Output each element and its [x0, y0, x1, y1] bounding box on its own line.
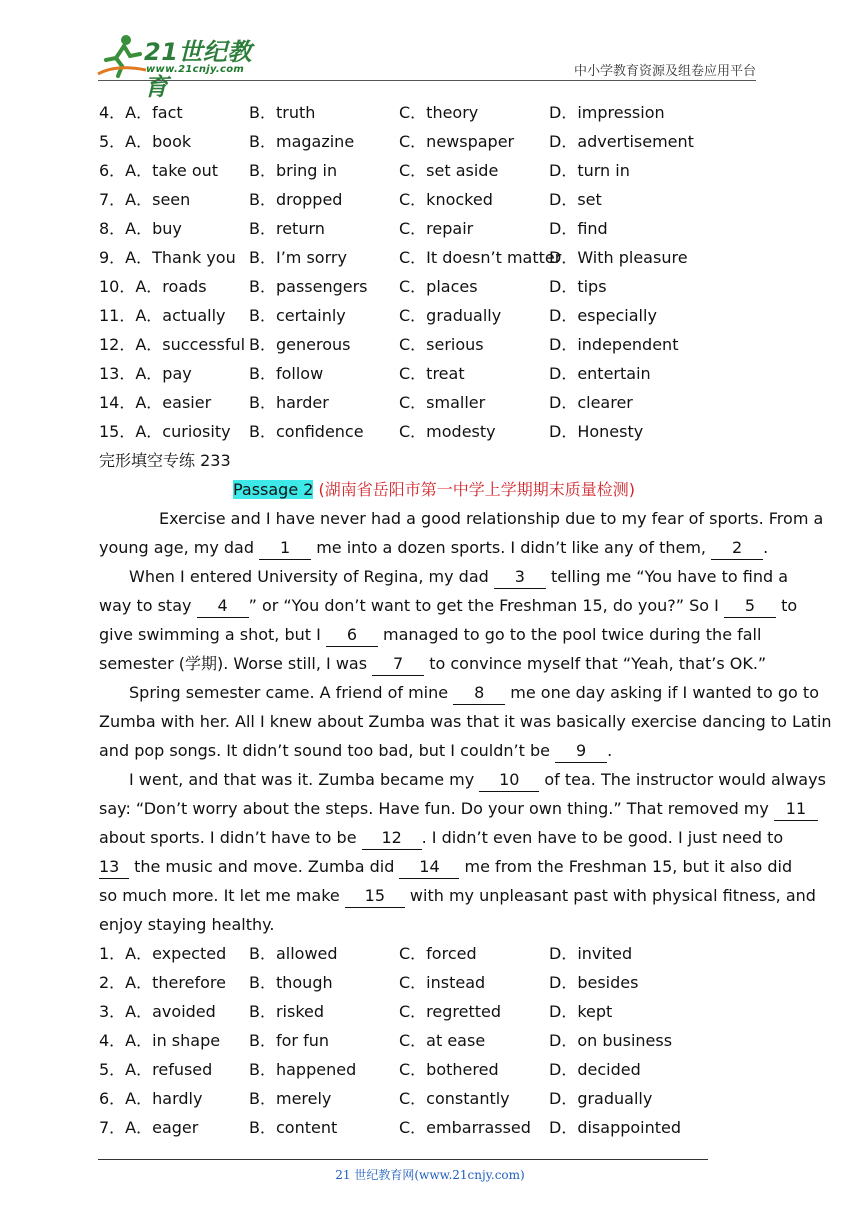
option-c: C．treat [399, 364, 465, 383]
option-row [99, 359, 769, 388]
option-c: C．set aside [399, 161, 499, 180]
option-d: D．gradually [549, 1089, 653, 1108]
passage-line [99, 823, 784, 852]
option-c: C．repair [399, 219, 474, 238]
option-b: B．I’m sorry [249, 248, 347, 267]
passage-text-run: When I entered University of Regina, my dad [129, 567, 494, 586]
passage-text-run: of tea. The instructor would always [539, 770, 826, 789]
brand-url: www.21cnjy.com [146, 64, 245, 75]
passage-text-run: . I didn’t even have to be good. I just need to [421, 828, 784, 847]
passage-text [99, 504, 832, 939]
page-header [0, 0, 860, 101]
logo [96, 30, 266, 101]
option-d: D．kept [549, 1002, 613, 1021]
passage-text-run: . [763, 538, 769, 557]
passage-line [99, 562, 789, 591]
passage-text-run: ” or “You don’t want to get the Freshman 15, do you?” So I [248, 596, 724, 615]
blank-number: 8 [453, 682, 505, 705]
option-c: C．embarrassed [399, 1118, 531, 1137]
blank-number: 13 [99, 856, 129, 879]
option-c: C．places [399, 277, 478, 296]
passage-line [99, 881, 816, 910]
passage-text-run: me one day asking if I wanted to go to [505, 683, 819, 702]
option-a: 9．A．Thank you [99, 248, 236, 267]
option-row [99, 214, 769, 243]
option-row [99, 272, 769, 301]
option-d: D．besides [549, 973, 639, 992]
runner-logo-icon [96, 34, 148, 78]
option-d: D．advertisement [549, 132, 694, 151]
option-a: 2．A．therefore [99, 973, 226, 992]
option-c: C．theory [399, 103, 479, 122]
option-row [99, 997, 769, 1026]
passage-text-run: I went, and that was it. Zumba became my [129, 770, 480, 789]
option-a: 6．A．hardly [99, 1089, 203, 1108]
passage-line [99, 852, 793, 881]
passage-text-run: way to stay [99, 596, 197, 615]
option-d: D．especially [549, 306, 657, 325]
options-list-part1 [99, 98, 769, 446]
option-b: B．confidence [249, 422, 364, 441]
option-a: 7．A．seen [99, 190, 191, 209]
passage-text-run: . [607, 741, 613, 760]
option-a: 6．A．take out [99, 161, 219, 180]
blank-number: 1 [259, 537, 311, 560]
option-c: C．modesty [399, 422, 496, 441]
option-d: D．impression [549, 103, 665, 122]
option-b: B．passengers [249, 277, 368, 296]
blank-number: 12 [362, 827, 422, 850]
option-row [99, 185, 769, 214]
passage-text-run: so much more. It let me make [99, 886, 345, 905]
option-a: 13．A．pay [99, 364, 192, 383]
blank-number: 3 [494, 566, 546, 589]
option-a: 8．A．buy [99, 219, 182, 238]
option-a: 10．A．roads [99, 277, 207, 296]
passage-line [99, 765, 826, 794]
option-b: B．risked [249, 1002, 325, 1021]
page-footer: 21 世纪教育网(www.21cnjy.com) [335, 1168, 525, 1182]
option-b: B．though [249, 973, 333, 992]
passage-text-run: say: “Don’t worry about the steps. Have fun. Do your own thing.” That removed my [99, 799, 774, 818]
passage-line [99, 591, 798, 620]
option-row [99, 330, 769, 359]
blank-number: 7 [372, 653, 424, 676]
blank-number: 14 [399, 856, 459, 879]
blank-number: 2 [711, 537, 763, 560]
option-a: 3．A．avoided [99, 1002, 216, 1021]
passage-text-run: me from the Freshman 15, but it also did [459, 857, 793, 876]
blank-number: 15 [345, 885, 405, 908]
option-a: 15．A．curiosity [99, 422, 231, 441]
option-d: D．invited [549, 944, 633, 963]
option-a: 5．A．refused [99, 1060, 213, 1079]
option-d: D．on business [549, 1031, 673, 1050]
passage-name: Passage 2 [232, 480, 314, 499]
passage-text-run: and pop songs. It didn’t sound too bad, but I couldn’t be [99, 741, 556, 760]
options-list-part2 [99, 939, 769, 1142]
option-d: D．disappointed [549, 1118, 682, 1137]
passage-line [99, 504, 824, 533]
passage-text-run: about sports. I didn’t have to be [99, 828, 362, 847]
passage-text-run: semester (学期). Worse still, I was [99, 654, 373, 673]
option-d: D．Honesty [549, 422, 644, 441]
option-d: D．independent [549, 335, 679, 354]
passage-line [99, 649, 769, 678]
passage-text-run: Exercise and I have never had a good relationship due to my fear of sports. From a [159, 509, 824, 528]
option-a: 4．A．fact [99, 103, 183, 122]
option-a: 1．A．expected [99, 944, 227, 963]
option-c: C．constantly [399, 1089, 510, 1108]
passage-text-run: young age, my dad [99, 538, 260, 557]
header-tagline: 中小学教育资源及组卷应用平台 [573, 64, 756, 79]
passage-text-run: me into a dozen sports. I didn’t like any of them, [311, 538, 712, 557]
option-c: C．forced [399, 944, 477, 963]
option-c: C．knocked [399, 190, 493, 209]
option-d: D．With pleasure [549, 248, 688, 267]
option-c: C．newspaper [399, 132, 515, 151]
option-c: C．smaller [399, 393, 486, 412]
footer-divider [98, 1159, 708, 1160]
passage-line [99, 910, 769, 939]
option-b: B．bring in [249, 161, 338, 180]
passage-source: (湖南省岳阳市第一中学上学期期末质量检测) [318, 480, 636, 499]
passage-line [99, 678, 819, 707]
passage-line [99, 620, 769, 649]
passage-text-run: give swimming a shot, but I [99, 625, 326, 644]
option-b: B．follow [249, 364, 324, 383]
option-row [99, 1084, 769, 1113]
passage-text-run: telling me “You have to find a [545, 567, 789, 586]
passage-title [99, 475, 769, 504]
option-row [99, 301, 769, 330]
option-row [99, 968, 769, 997]
option-c: C．regretted [399, 1002, 502, 1021]
option-b: B．merely [249, 1089, 332, 1108]
option-d: D．decided [549, 1060, 641, 1079]
option-a: 4．A．in shape [99, 1031, 221, 1050]
option-d: D．set [549, 190, 602, 209]
option-c: C．bothered [399, 1060, 499, 1079]
option-row [99, 98, 769, 127]
option-b: B．happened [249, 1060, 357, 1079]
option-b: B．for fun [249, 1031, 329, 1050]
option-row [99, 243, 769, 272]
passage-line [99, 533, 769, 562]
section-label: 完形填空专练 233 [99, 451, 231, 470]
option-c: C．It doesn’t matter [399, 248, 562, 267]
option-row [99, 417, 769, 446]
passage-text-run: Spring semester came. A friend of mine [129, 683, 454, 702]
brand-name: 21世纪教育 [144, 38, 252, 101]
option-b: B．truth [249, 103, 316, 122]
option-a: 14．A．easier [99, 393, 212, 412]
option-d: D．entertain [549, 364, 651, 383]
option-b: B．content [249, 1118, 338, 1137]
passage-text-run: to convince myself that “Yeah, that’s OK.” [424, 654, 767, 673]
document-body [99, 98, 832, 1142]
option-c: C．serious [399, 335, 484, 354]
blank-number: 10 [479, 769, 539, 792]
option-row [99, 1026, 769, 1055]
option-row [99, 1055, 769, 1084]
passage-text-run: with my unpleasant past with physical fitness, and [404, 886, 816, 905]
option-a: 12．A．successful [99, 335, 246, 354]
passage-line [99, 707, 832, 736]
option-row [99, 156, 769, 185]
passage-text-run: the music and move. Zumba did [129, 857, 400, 876]
option-b: B．return [249, 219, 325, 238]
option-b: B．allowed [249, 944, 338, 963]
option-b: B．harder [249, 393, 329, 412]
passage-line [99, 794, 807, 823]
option-row [99, 1113, 769, 1142]
option-a: 7．A．eager [99, 1118, 199, 1137]
passage-line [99, 736, 769, 765]
option-a: 11．A．actually [99, 306, 226, 325]
option-row [99, 388, 769, 417]
blank-number: 6 [326, 624, 378, 647]
passage-text-run: Zumba with her. All I knew about Zumba was that it was basically exercise dancing to Latin [99, 712, 832, 731]
passage-text-run: managed to go to the pool twice during the fall [377, 625, 762, 644]
option-b: B．generous [249, 335, 351, 354]
option-d: D．tips [549, 277, 607, 296]
passage-text-run: enjoy staying healthy. [99, 915, 275, 934]
option-c: C．at ease [399, 1031, 486, 1050]
option-row [99, 939, 769, 968]
option-c: C．gradually [399, 306, 502, 325]
option-a: 5．A．book [99, 132, 192, 151]
option-row [99, 127, 769, 156]
option-c: C．instead [399, 973, 486, 992]
option-b: B．magazine [249, 132, 355, 151]
header-divider [98, 80, 756, 81]
option-d: D．turn in [549, 161, 630, 180]
option-b: B．certainly [249, 306, 346, 325]
blank-number: 9 [555, 740, 607, 763]
blank-number: 4 [197, 595, 249, 618]
option-d: D．clearer [549, 393, 633, 412]
option-d: D．find [549, 219, 608, 238]
blank-number: 5 [724, 595, 776, 618]
passage-text-run: to [775, 596, 798, 615]
blank-number: 11 [774, 798, 818, 821]
option-b: B．dropped [249, 190, 343, 209]
